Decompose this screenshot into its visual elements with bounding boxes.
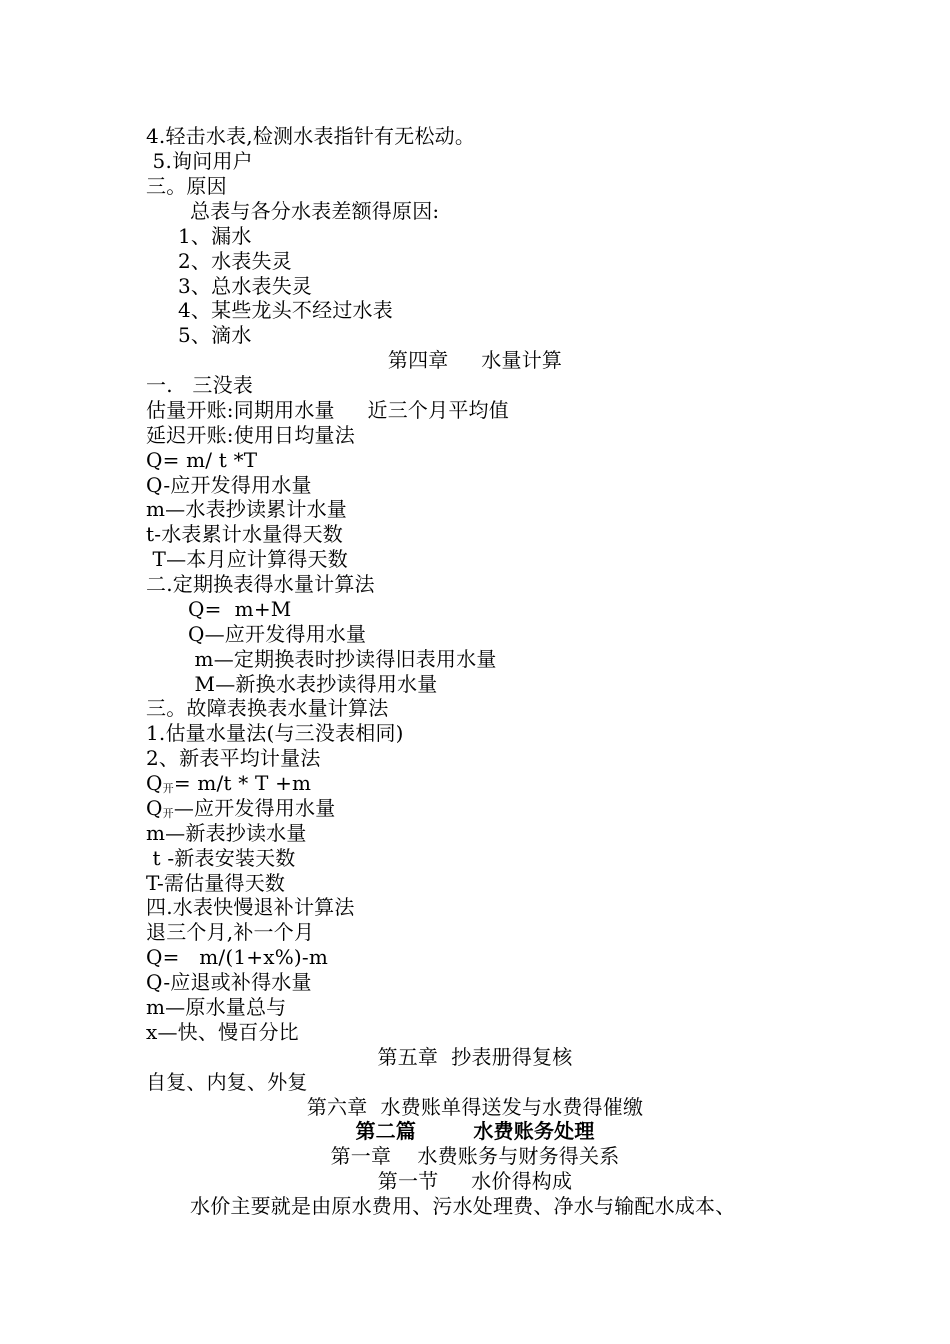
formula-rest: = m/t * T +m xyxy=(173,771,312,795)
text-line: x—快、慢百分比 xyxy=(146,1020,299,1044)
formula-line: Q= m+M xyxy=(188,597,292,621)
text-line: T—本月应计算得天数 xyxy=(146,547,348,571)
section-heading: 二.定期换表得水量计算法 xyxy=(146,572,375,596)
formula-rest: —应开发得用水量 xyxy=(173,796,336,820)
paragraph-line: 水价主要就是由原水费用、污水处理费、净水与输配水成本、 xyxy=(190,1194,736,1218)
text-line: 5.询问用户 xyxy=(146,149,253,173)
formula-symbol: Q xyxy=(146,771,163,795)
text-line: 估量开账:同期用水量 近三个月平均值 xyxy=(146,398,509,422)
text-line: 自复、内复、外复 xyxy=(146,1070,308,1094)
text-line: m—定期换表时抄读得旧表用水量 xyxy=(188,647,497,671)
text-line: m—新表抄读水量 xyxy=(146,821,307,845)
text-line: T-需估量得天数 xyxy=(146,871,286,895)
text-line: 2、新表平均计量法 xyxy=(146,746,321,770)
formula-symbol: Q xyxy=(146,796,163,820)
text-line: t -新表安装天数 xyxy=(146,846,296,870)
list-item: 5、滴水 xyxy=(178,323,252,347)
text-line: m—原水量总与 xyxy=(146,995,287,1019)
text-line: 总表与各分水表差额得原因: xyxy=(190,199,440,223)
text-line: 1.估量水量法(与三没表相同) xyxy=(146,721,404,745)
list-item: 2、水表失灵 xyxy=(178,249,292,273)
formula-line xyxy=(146,771,311,796)
formula-subscript: 开 xyxy=(162,807,174,820)
text-line: M—新换水表抄读得用水量 xyxy=(188,672,438,696)
section-heading: 三。原因 xyxy=(146,174,227,198)
formula-line: Q= m/(1+x%)-m xyxy=(146,945,329,969)
text-line: m—水表抄读累计水量 xyxy=(146,497,347,521)
chapter-heading: 第四章 水量计算 xyxy=(387,348,563,372)
text-line: Q—应开发得用水量 xyxy=(188,622,367,646)
list-item: 3、总水表失灵 xyxy=(178,274,313,298)
chapter-heading: 第六章 水费账单得送发与水费得催缴 xyxy=(306,1095,644,1119)
text-line: 4.轻击水表,检测水表指针有无松动。 xyxy=(146,124,476,148)
formula-subscript: 开 xyxy=(162,782,174,795)
section-heading: 一. 三没表 xyxy=(146,373,254,397)
text-line xyxy=(146,796,335,821)
formula-line: Q= m/ t *T xyxy=(146,448,258,472)
section-heading: 三。故障表换表水量计算法 xyxy=(146,696,389,720)
section-heading: 四.水表快慢退补计算法 xyxy=(146,895,355,919)
chapter-heading: 第五章 抄表册得复核 xyxy=(377,1045,573,1069)
text-line: 退三个月,补一个月 xyxy=(146,920,315,944)
text-line: Q-应退或补得水量 xyxy=(146,970,312,994)
chapter-heading: 第一章 水费账务与财务得关系 xyxy=(330,1144,620,1168)
list-item: 1、漏水 xyxy=(178,224,252,248)
text-line: 延迟开账:使用日均量法 xyxy=(146,423,355,447)
text-line: t-水表累计水量得天数 xyxy=(146,522,343,546)
part-heading: 第二篇 水费账务处理 xyxy=(355,1119,595,1143)
text-line: Q-应开发得用水量 xyxy=(146,473,312,497)
section-heading: 第一节 水价得构成 xyxy=(377,1169,573,1193)
list-item: 4、某些龙头不经过水表 xyxy=(178,298,393,322)
